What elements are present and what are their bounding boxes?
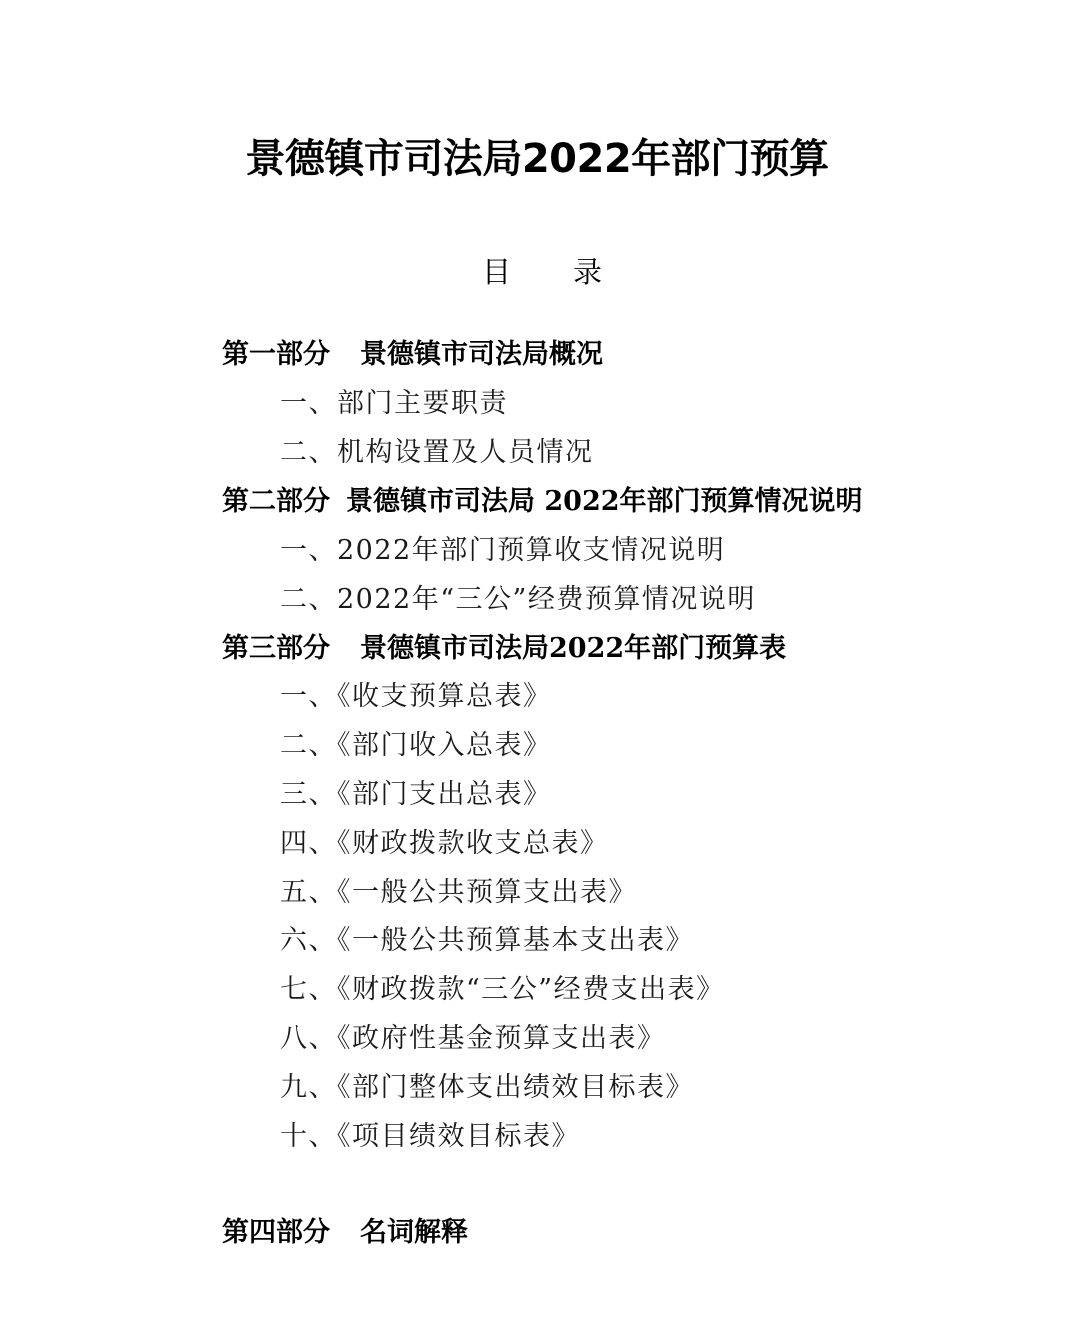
- toc-item: 二、《部门收入总表》: [280, 730, 552, 761]
- document-title: 景德镇市司法局2022年部门预算: [245, 136, 829, 182]
- part-3-title: 景德镇市司法局2022年部门预算表: [360, 633, 787, 664]
- toc-part-1: [222, 336, 603, 374]
- part-2-prefix: 第二部分: [222, 486, 330, 517]
- toc-heading: [482, 252, 602, 292]
- toc-item: 七、《财政拨款“三公”经费支出表》: [280, 974, 725, 1005]
- part-4-prefix: 第四部分: [222, 1217, 330, 1248]
- toc-heading-char-1: 目: [482, 255, 512, 289]
- toc-item: 五、《一般公共预算支出表》: [280, 877, 637, 908]
- toc-item: 六、《一般公共预算基本支出表》: [280, 925, 694, 956]
- toc-item: 十、《项目绩效目标表》: [280, 1121, 580, 1152]
- part-1-prefix: 第一部分: [222, 339, 330, 370]
- toc-item: 二、2022年“三公”经费预算情况说明: [280, 584, 756, 615]
- toc-item: 三、《部门支出总表》: [280, 779, 552, 810]
- part-4-title: 名词解释: [360, 1217, 468, 1248]
- toc-item: 九、《部门整体支出绩效目标表》: [280, 1072, 694, 1103]
- toc-part-3: [222, 630, 786, 668]
- toc-item: 二、机构设置及人员情况: [280, 437, 594, 468]
- part-1-title: 景德镇市司法局概况: [360, 339, 603, 370]
- part-2-title: 景德镇市司法局 2022年部门预算情况说明: [346, 486, 863, 517]
- toc-part-2: [222, 483, 863, 521]
- toc-item: 一、部门主要职责: [280, 388, 508, 419]
- toc-heading-char-2: 录: [572, 255, 602, 289]
- toc-item: 八、《政府性基金预算支出表》: [280, 1023, 666, 1054]
- toc-part-4: [222, 1214, 468, 1252]
- toc-item: 四、《财政拨款收支总表》: [280, 828, 609, 859]
- part-3-prefix: 第三部分: [222, 633, 330, 664]
- toc-item: 一、2022年部门预算收支情况说明: [280, 535, 726, 566]
- toc-item: 一、《收支预算总表》: [280, 681, 552, 712]
